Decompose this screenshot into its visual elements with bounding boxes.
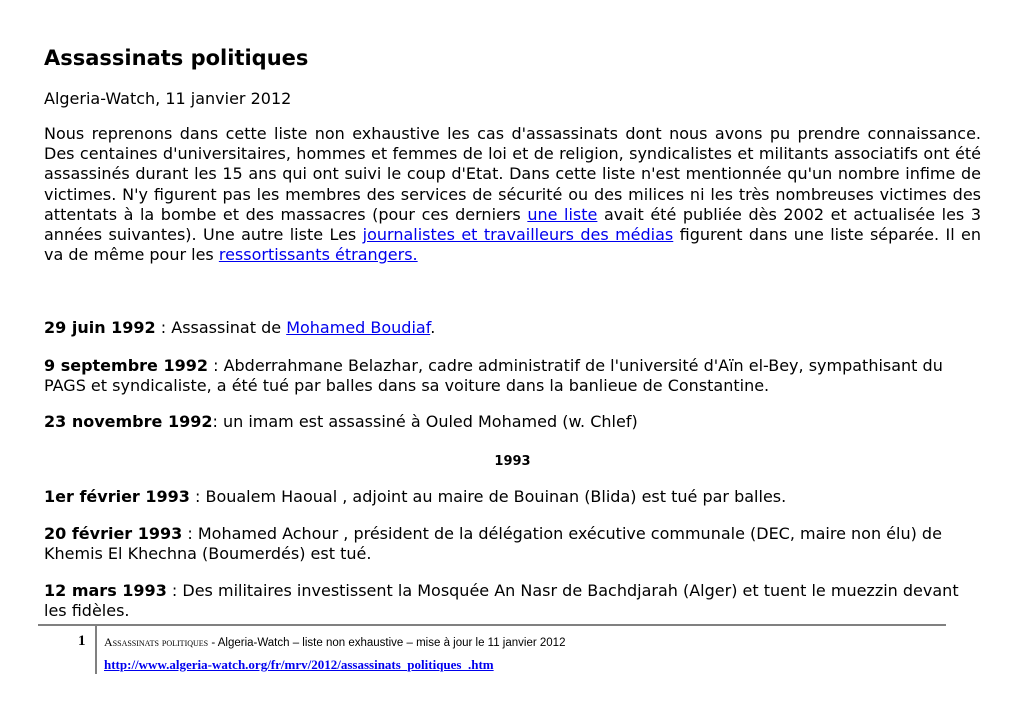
entry-date: 9 septembre 1992 [44,356,208,375]
entry-text: : Boualem Haoual , adjoint au maire de Bouinan (Blida) est tué par balles. [189,487,787,506]
footer-divider [38,624,946,626]
link-une-liste[interactable]: une liste [527,204,598,224]
entry-text: : un imam est assassiné à Ouled Mohamed (w. Chlef) [212,412,638,431]
entry-9-septembre-1992 [44,356,981,396]
intro-text-c: figurent dans une liste séparée. Il en va de même pour les [44,225,982,265]
entry-text: : Mohamed Achour , président de la délégation exécutive communale (DEC, maire non élu) de Khemis El Khechna (Boumerdés) est tué. [44,524,942,563]
entry-12-mars-1993 [44,581,981,621]
intro-text-a: Nous reprenons dans cette liste non exhaustive les cas d'assassinats dont nous avons pu prendre connaissance. Des centaines d'universitaires, hommes et femmes de loi et de religion, syndicalistes et militants associatifs ont été assassinés durant les 15 ans qui ont suivi le coup d'Etat. Dans cette liste n'est mentionnée qu'un nombre infime de victimes. N'y figurent pas les membres des services de sécurité ou des milices ni les très nombreuses victimes des attentats à la bombe et des massacres (pour ces derniers [44,124,981,224]
entry-23-novembre-1992 [44,412,981,432]
link-journalistes[interactable]: journalistes et travailleurs des médias [362,225,674,245]
page-number: 1 [78,633,86,649]
entry-1er-fevrier-1993 [44,487,981,507]
entry-date: 12 mars 1993 [44,581,167,600]
entry-text-end: . [430,318,436,337]
footer-url-link[interactable]: http://www.algeria-watch.org/fr/mrv/2012/assassinats_politiques_.htm [104,657,494,672]
entry-29-juin-1992 [44,318,981,338]
year-heading-1993: 1993 [494,454,531,469]
entry-text: : Assassinat de [155,318,287,337]
entry-text: : Des militaires investissent la Mosquée An Nasr de Bachdjarah (Alger) et tuent le muezzin devant les fidèles. [44,581,959,620]
entry-20-fevrier-1993 [44,524,981,564]
entry-date: 29 juin 1992 [44,318,156,337]
entry-date: 23 novembre 1992 [44,412,213,431]
link-ressortissants[interactable]: ressortissants étrangers. [218,245,418,265]
entry-date: 20 février 1993 [44,524,183,543]
link-mohamed-boudiaf[interactable]: Mohamed Boudiaf [286,318,431,337]
byline: Algeria-Watch, 11 janvier 2012 [44,89,292,108]
intro-text-b: avait été publiée dès 2002 et actualisée les 3 années suivantes). Une autre liste Les [44,204,982,245]
footer-title: Assassinats politiques [104,635,209,649]
footer-subtitle: - Algeria-Watch – liste non exhaustive – mise à jour le 11 janvier 2012 [208,637,566,649]
footer-vertical-divider [95,626,97,674]
page-title: Assassinats politiques [44,46,309,70]
footer-caption [104,635,565,650]
entry-text: : Abderrahmane Belazhar, cadre administratif de l'université d'Aïn el-Bey, sympathisant du PAGS et syndicaliste, a été tué par balles dans sa voiture dans la banlieue de Constantine. [44,356,943,395]
entry-date: 1er février 1993 [44,487,190,506]
intro-paragraph [44,124,981,265]
